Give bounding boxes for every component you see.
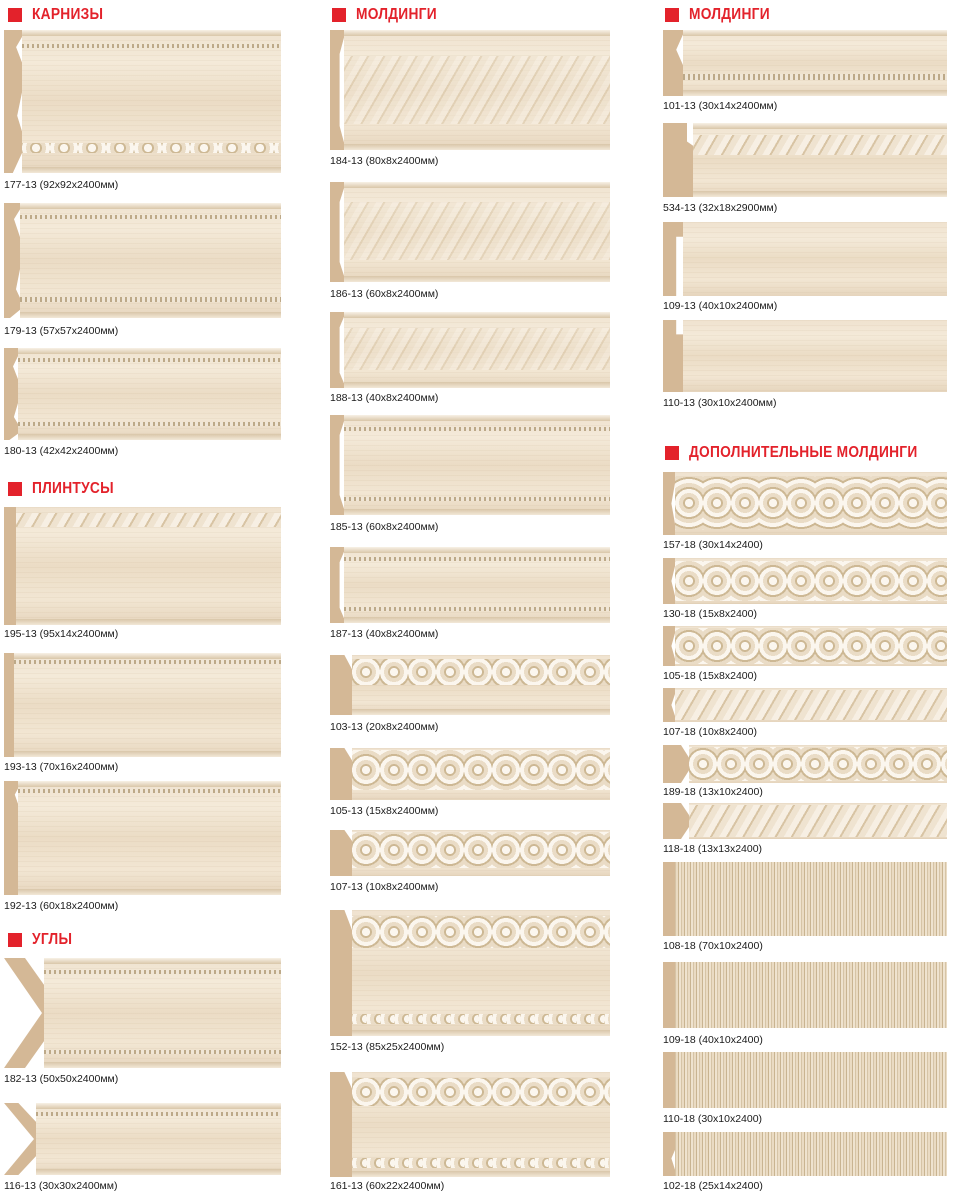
product-caption: 180-13 (42x42x2400мм) — [4, 445, 119, 457]
section-header-moldingi-2 — [665, 4, 783, 26]
product-image-187-13 — [330, 547, 610, 623]
product-image-180-13 — [4, 348, 281, 440]
product-caption: 161-13 (60x22x2400мм) — [330, 1180, 445, 1192]
product-caption: 157-18 (30x14x2400) — [663, 539, 763, 551]
product-caption: 118-18 (13x13x2400) — [663, 843, 763, 855]
section-header-moldingi — [332, 4, 450, 26]
product-caption: 189-18 (13x10x2400) — [663, 786, 763, 798]
product-caption: 105-18 (15x8x2400) — [663, 670, 757, 682]
product-caption: 101-13 (30x14x2400мм) — [663, 100, 778, 112]
product-image-182-13 — [4, 958, 281, 1068]
product-caption: 534-13 (32x18x2900мм) — [663, 202, 778, 214]
product-caption: 195-13 (95x14x2400мм) — [4, 628, 119, 640]
red-square-icon — [8, 482, 22, 496]
product-image-186-13 — [330, 182, 610, 282]
section-title: УГЛЫ — [32, 931, 73, 948]
product-caption: 110-18 (30x10x2400) — [663, 1113, 763, 1125]
red-square-icon — [665, 8, 679, 22]
product-image-101-13 — [663, 30, 947, 96]
product-caption: 193-13 (70x16x2400мм) — [4, 761, 119, 773]
product-image-161-13 — [330, 1072, 610, 1177]
product-caption: 177-13 (92x92x2400мм) — [4, 179, 119, 191]
product-image-109-13 — [663, 222, 947, 296]
product-image-534-13 — [663, 123, 947, 197]
product-image-130-18 — [663, 558, 947, 604]
product-caption: 184-13 (80x8x2400мм) — [330, 155, 439, 167]
section-title: КАРНИЗЫ — [32, 6, 104, 23]
product-image-184-13 — [330, 30, 610, 150]
product-image-107-18 — [663, 688, 947, 722]
product-caption: 107-13 (10x8x2400мм) — [330, 881, 439, 893]
red-square-icon — [332, 8, 346, 22]
product-caption: 186-13 (60x8x2400мм) — [330, 288, 439, 300]
product-image-177-13 — [4, 30, 281, 173]
product-image-108-18 — [663, 862, 947, 936]
section-header-ugly — [8, 929, 79, 951]
red-square-icon — [8, 8, 22, 22]
product-caption: 103-13 (20x8x2400мм) — [330, 721, 439, 733]
product-caption: 152-13 (85x25x2400мм) — [330, 1041, 445, 1053]
product-image-116-13 — [4, 1103, 281, 1175]
product-image-193-13 — [4, 653, 281, 757]
product-caption: 185-13 (60x8x2400мм) — [330, 521, 439, 533]
product-caption: 107-18 (10x8x2400) — [663, 726, 757, 738]
product-image-109-18 — [663, 962, 947, 1028]
product-image-179-13 — [4, 203, 281, 318]
product-caption: 102-18 (25x14x2400) — [663, 1180, 763, 1192]
product-image-157-18 — [663, 472, 947, 535]
product-image-185-13 — [330, 415, 610, 515]
section-header-dopolnitelnye — [665, 442, 953, 464]
product-caption: 130-18 (15x8x2400) — [663, 608, 757, 620]
product-caption: 110-13 (30x10x2400мм) — [663, 397, 777, 409]
product-image-152-13 — [330, 910, 610, 1036]
product-image-102-18 — [663, 1132, 947, 1176]
red-square-icon — [665, 446, 679, 460]
product-caption: 182-13 (50x50x2400мм) — [4, 1073, 119, 1085]
product-image-195-13 — [4, 507, 281, 625]
product-caption: 179-13 (57x57x2400мм) — [4, 325, 119, 337]
section-title: ПЛИНТУСЫ — [32, 480, 114, 497]
product-caption: 188-13 (40x8x2400мм) — [330, 392, 439, 404]
product-image-118-18 — [663, 803, 947, 839]
product-caption: 109-13 (40x10x2400мм) — [663, 300, 778, 312]
product-image-188-13 — [330, 312, 610, 388]
product-caption: 109-18 (40x10x2400) — [663, 1034, 763, 1046]
section-title: МОЛДИНГИ — [689, 6, 770, 23]
product-caption: 108-18 (70x10x2400) — [663, 940, 763, 952]
section-header-karnizy — [8, 4, 115, 26]
product-caption: 192-13 (60x18x2400мм) — [4, 900, 119, 912]
product-image-103-13 — [330, 655, 610, 715]
product-caption: 187-13 (40x8x2400мм) — [330, 628, 439, 640]
product-image-105-13 — [330, 748, 610, 800]
product-image-110-13 — [663, 320, 947, 392]
product-image-105-18 — [663, 626, 947, 666]
product-image-107-13 — [330, 830, 610, 876]
product-caption: 116-13 (30x30x2400мм) — [4, 1180, 118, 1192]
product-image-110-18 — [663, 1052, 947, 1108]
section-title: ДОПОЛНИТЕЛЬНЫЕ МОЛДИНГИ — [689, 444, 918, 461]
section-title: МОЛДИНГИ — [356, 6, 437, 23]
product-image-192-13 — [4, 781, 281, 895]
section-header-plintusy — [8, 478, 127, 500]
product-caption: 105-13 (15x8x2400мм) — [330, 805, 439, 817]
red-square-icon — [8, 933, 22, 947]
product-image-189-18 — [663, 745, 947, 783]
